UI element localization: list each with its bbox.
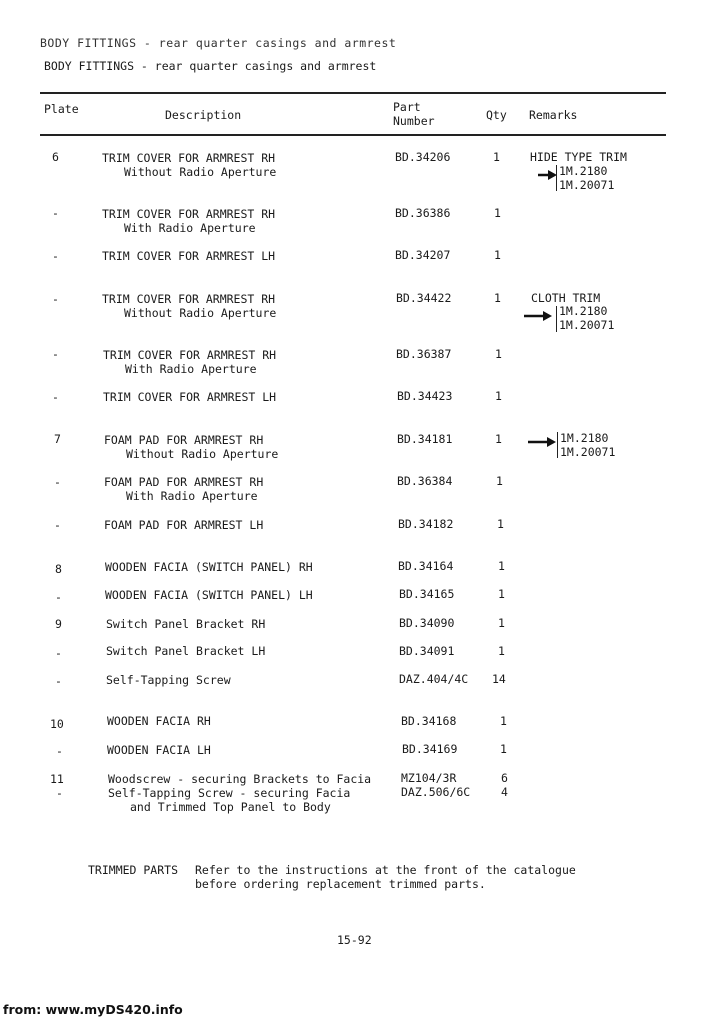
col-part-header-line2: Number bbox=[393, 114, 435, 128]
description-subline: With Radio Aperture bbox=[124, 221, 256, 235]
description-subline: With Radio Aperture bbox=[125, 362, 257, 376]
description-subline: With Radio Aperture bbox=[126, 489, 258, 503]
header-bottom-rule bbox=[40, 134, 666, 136]
plate-cell: - bbox=[56, 744, 63, 758]
qty-cell: 1 bbox=[500, 742, 507, 756]
description-cell: Self-Tapping Screw - securing Facia bbox=[108, 786, 351, 800]
header-top-rule bbox=[40, 92, 666, 94]
remark-ref: 1M.20071 bbox=[559, 318, 615, 332]
qty-cell: 1 bbox=[494, 206, 501, 220]
remark-ref: 1M.20071 bbox=[559, 178, 615, 192]
qty-cell: 1 bbox=[498, 559, 505, 573]
part-number-cell: BD.34207 bbox=[395, 248, 451, 262]
note-label: TRIMMED PARTS bbox=[88, 863, 179, 877]
arrow-right-icon bbox=[538, 170, 558, 180]
description-cell: WOODEN FACIA (SWITCH PANEL) RH bbox=[105, 560, 313, 574]
description-cell: FOAM PAD FOR ARMREST LH bbox=[104, 518, 264, 532]
description-cell: Self-Tapping Screw bbox=[106, 673, 231, 687]
col-part-header-line1: Part bbox=[393, 100, 421, 114]
description-cell: TRIM COVER FOR ARMREST LH bbox=[103, 390, 277, 404]
description-cell: Switch Panel Bracket RH bbox=[106, 617, 266, 631]
description-cell: TRIM COVER FOR ARMREST RH bbox=[102, 207, 276, 221]
qty-cell: 1 bbox=[496, 474, 503, 488]
qty-cell: 1 bbox=[494, 248, 501, 262]
bracket-bar bbox=[556, 306, 557, 332]
description-cell: Woodscrew - securing Brackets to Facia bbox=[108, 772, 372, 786]
part-number-cell: BD.34165 bbox=[399, 587, 455, 601]
part-number-cell: BD.36384 bbox=[397, 474, 453, 488]
part-number-cell: DAZ.404/4C bbox=[399, 672, 469, 686]
plate-cell: - bbox=[52, 206, 59, 220]
bracket-bar bbox=[557, 432, 558, 458]
description-cell: WOODEN FACIA (SWITCH PANEL) LH bbox=[105, 588, 313, 602]
part-number-cell: BD.34182 bbox=[398, 517, 454, 531]
plate-cell: - bbox=[55, 646, 62, 660]
description-cell: TRIM COVER FOR ARMREST RH bbox=[103, 348, 277, 362]
col-plate-header: Plate bbox=[44, 102, 79, 116]
remark-ref: 1M.2180 bbox=[560, 431, 609, 445]
plate-cell: - bbox=[54, 475, 61, 489]
qty-cell: 1 bbox=[493, 150, 500, 164]
description-cell: FOAM PAD FOR ARMREST RH bbox=[104, 475, 264, 489]
plate-cell: - bbox=[55, 674, 62, 688]
remark-ref: 1M.20071 bbox=[560, 445, 616, 459]
qty-cell: 6 bbox=[501, 771, 508, 785]
plate-cell: - bbox=[55, 590, 62, 604]
description-cell: FOAM PAD FOR ARMREST RH bbox=[104, 433, 264, 447]
plate-cell: - bbox=[52, 292, 59, 306]
col-remarks-header: Remarks bbox=[529, 108, 578, 122]
plate-cell: 8 bbox=[55, 562, 62, 576]
plate-cell: 7 bbox=[54, 432, 61, 446]
qty-cell: 1 bbox=[497, 517, 504, 531]
bracket-bar bbox=[556, 165, 557, 191]
description-cell: TRIM COVER FOR ARMREST RH bbox=[102, 292, 276, 306]
remark-title: CLOTH TRIM bbox=[531, 291, 601, 305]
qty-cell: 4 bbox=[501, 785, 508, 799]
description-subline: and Trimmed Top Panel to Body bbox=[130, 800, 331, 814]
part-number-cell: MZ104/3R bbox=[401, 771, 457, 785]
plate-cell: 6 bbox=[52, 150, 59, 164]
part-number-cell: BD.34169 bbox=[402, 742, 458, 756]
plate-cell: - bbox=[56, 786, 63, 800]
col-qty-header: Qty bbox=[486, 108, 507, 122]
plate-cell: - bbox=[52, 390, 59, 404]
note-line: before ordering replacement trimmed parts. bbox=[195, 877, 486, 891]
part-number-cell: BD.34091 bbox=[399, 644, 455, 658]
part-number-cell: BD.34206 bbox=[395, 150, 451, 164]
description-cell: Switch Panel Bracket LH bbox=[106, 644, 266, 658]
qty-cell: 1 bbox=[495, 347, 502, 361]
description-subline: Without Radio Aperture bbox=[126, 447, 279, 461]
plate-cell: 9 bbox=[55, 617, 62, 631]
description-cell: TRIM COVER FOR ARMREST RH bbox=[102, 151, 276, 165]
part-number-cell: BD.34164 bbox=[398, 559, 454, 573]
part-number-cell: BD.34422 bbox=[396, 291, 452, 305]
part-number-cell: BD.34090 bbox=[399, 616, 455, 630]
plate-cell: 11 bbox=[50, 772, 64, 786]
remark-title: HIDE TYPE TRIM bbox=[530, 150, 627, 164]
col-description-header: Description bbox=[165, 108, 242, 122]
qty-cell: 1 bbox=[500, 714, 507, 728]
description-subline: Without Radio Aperture bbox=[124, 306, 277, 320]
description-cell: WOODEN FACIA RH bbox=[107, 714, 211, 728]
part-number-cell: BD.34423 bbox=[397, 389, 453, 403]
description-subline: Without Radio Aperture bbox=[124, 165, 277, 179]
qty-cell: 1 bbox=[498, 616, 505, 630]
part-number-cell: BD.36386 bbox=[395, 206, 451, 220]
description-cell: WOODEN FACIA LH bbox=[107, 743, 211, 757]
part-number-cell: DAZ.506/6C bbox=[401, 785, 471, 799]
source-watermark: from: www.myDS420.info bbox=[3, 1002, 183, 1017]
remark-ref: 1M.2180 bbox=[559, 164, 608, 178]
part-number-cell: BD.36387 bbox=[396, 347, 452, 361]
qty-cell: 1 bbox=[495, 389, 502, 403]
plate-cell: - bbox=[52, 249, 59, 263]
description-cell: TRIM COVER FOR ARMREST LH bbox=[102, 249, 276, 263]
qty-cell: 14 bbox=[492, 672, 506, 686]
qty-cell: 1 bbox=[498, 587, 505, 601]
qty-cell: 1 bbox=[494, 291, 501, 305]
cut-off-header: BODY FITTINGS - rear quarter casings and armrest bbox=[40, 36, 397, 50]
section-title: BODY FITTINGS - rear quarter casings and armrest bbox=[44, 59, 377, 73]
qty-cell: 1 bbox=[495, 432, 502, 446]
plate-cell: 10 bbox=[50, 717, 64, 731]
note-line: Refer to the instructions at the front of the catalogue bbox=[195, 863, 576, 877]
part-number-cell: BD.34168 bbox=[401, 714, 457, 728]
qty-cell: 1 bbox=[498, 644, 505, 658]
arrow-right-icon bbox=[528, 437, 558, 447]
plate-cell: - bbox=[54, 518, 61, 532]
arrow-right-icon bbox=[524, 311, 554, 321]
part-number-cell: BD.34181 bbox=[397, 432, 453, 446]
page-number: 15-92 bbox=[337, 933, 372, 947]
plate-cell: - bbox=[52, 347, 59, 361]
remark-ref: 1M.2180 bbox=[559, 304, 608, 318]
